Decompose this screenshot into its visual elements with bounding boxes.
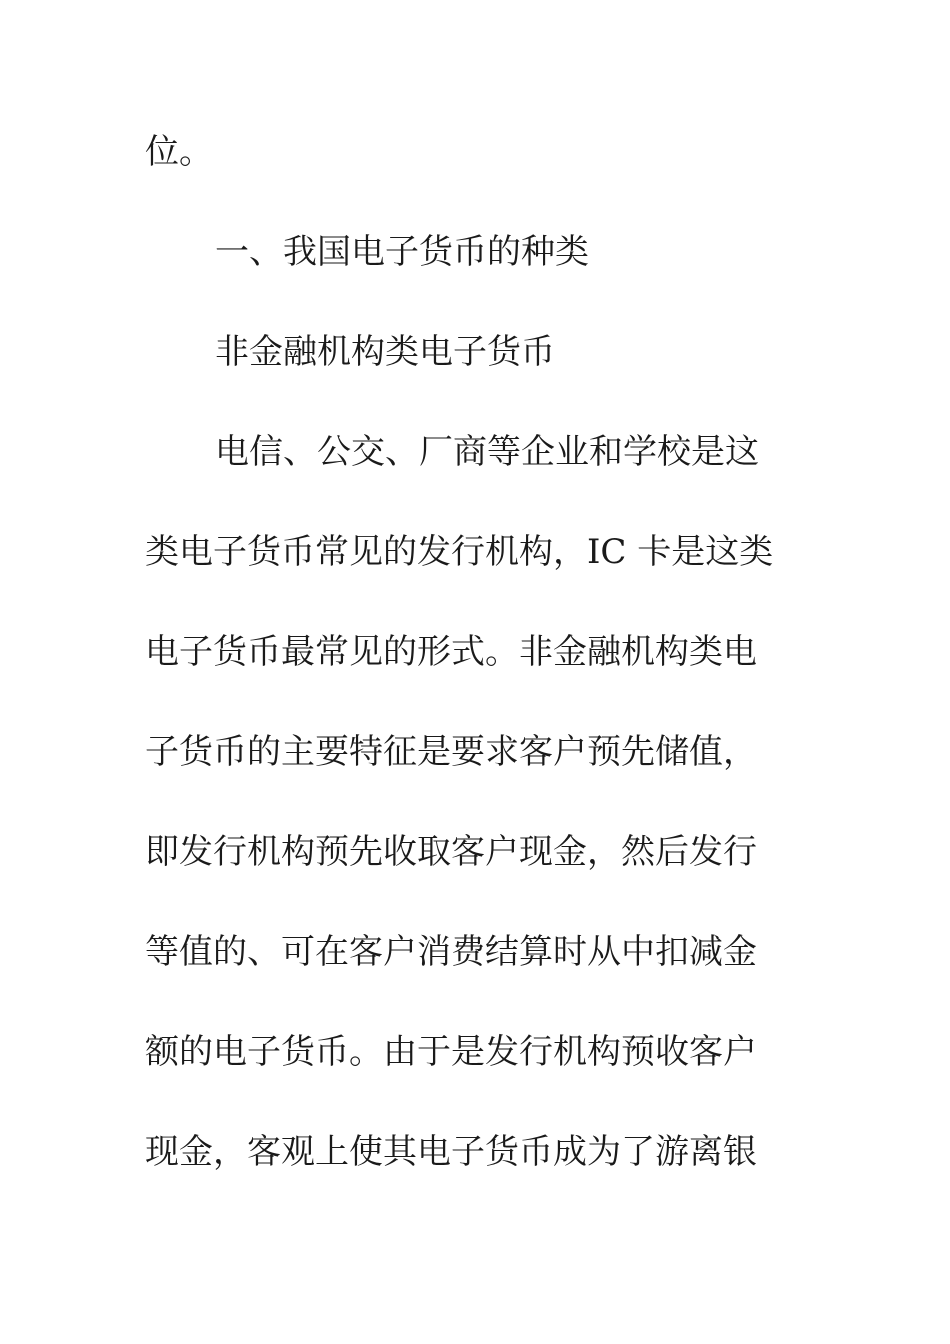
- text-line-continuation: 位。: [145, 132, 213, 172]
- paragraph-line: 子货币的主要特征是要求客户预先储值，: [145, 732, 757, 772]
- paragraph-line: 类电子货币常见的发行机构，IC 卡是这类: [145, 532, 774, 572]
- subsection-heading: 非金融机构类电子货币: [215, 332, 555, 372]
- paragraph-line: 等值的、可在客户消费结算时从中扣减金: [145, 932, 757, 972]
- paragraph-line: 即发行机构预先收取客户现金，然后发行: [145, 832, 757, 872]
- paragraph-line: 额的电子货币。由于是发行机构预收客户: [145, 1032, 757, 1072]
- paragraph-line: 电信、公交、厂商等企业和学校是这: [215, 432, 759, 472]
- paragraph-line: 电子货币最常见的形式。非金融机构类电: [145, 632, 757, 672]
- section-heading: 一、我国电子货币的种类: [215, 232, 589, 272]
- paragraph-line: 现金，客观上使其电子货币成为了游离银: [145, 1132, 757, 1172]
